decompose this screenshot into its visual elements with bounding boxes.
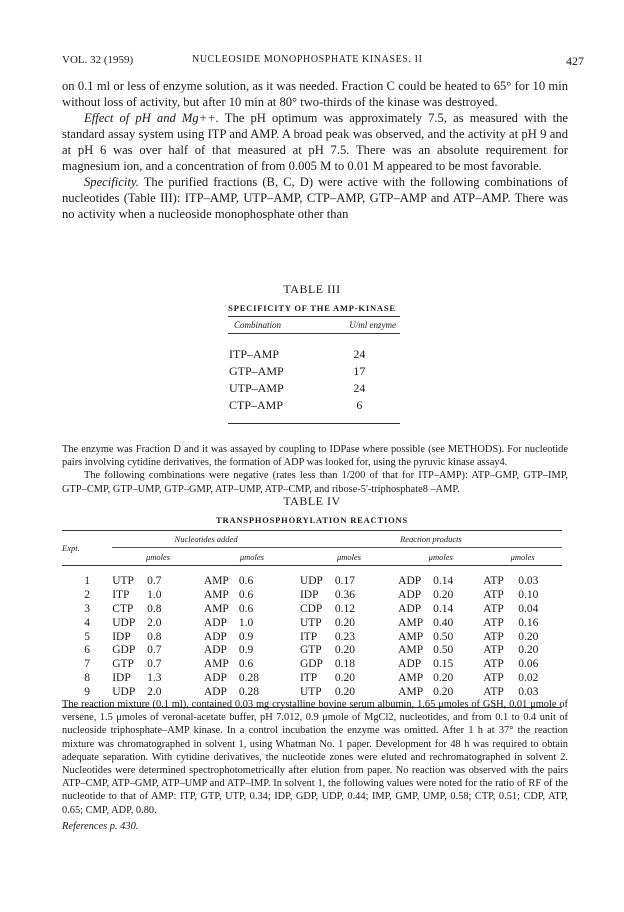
table4-added-amount-2: 0.6: [238, 588, 254, 601]
table4-added-amount-1: 1.3: [147, 672, 162, 685]
table4-product-amount-1: 0.20: [334, 672, 355, 685]
table4-product-3: ATP: [483, 616, 504, 629]
table4-notes: [62, 698, 568, 833]
table4-added-nucleotide-2: ADP: [203, 644, 227, 657]
table4-product-amount-3: 0.03: [518, 574, 539, 587]
table4-title: TRANSPHOSPHORYLATION REACTIONS: [216, 515, 408, 525]
table4-added-amount-2: 0.9: [238, 630, 254, 643]
table4-product-amount-2: 0.20: [433, 686, 454, 699]
table3-caption: [0, 282, 624, 313]
running-title: NUCLEOSIDE MONOPHOSPHATE KINASES. II: [192, 54, 423, 65]
table4-added-amount-1: 2.0: [147, 686, 162, 699]
table4-added-amount-2: 1.0: [238, 616, 254, 629]
table4-product-amount-1: 0.17: [334, 574, 355, 587]
table4-added-amount-1: 2.0: [147, 616, 162, 629]
table3-notes: [62, 443, 568, 496]
table4-expt-number: 7: [84, 658, 90, 671]
table-row: [62, 643, 562, 657]
table3-value: 24: [353, 347, 366, 361]
table4-product-amount-3: 0.20: [518, 630, 539, 643]
table4-group-header: [62, 531, 562, 548]
table4-added-header: Nucleotides added: [174, 534, 238, 544]
table4-product-amount-3: 0.20: [518, 644, 539, 657]
table4-body: [62, 574, 562, 708]
table-row: [62, 616, 562, 630]
table4-added-nucleotide-1: IDP: [112, 672, 131, 685]
table4-label: TABLE IV: [283, 494, 341, 508]
table4-added-amount-1: 1.0: [147, 588, 162, 601]
table3-value: 17: [353, 364, 366, 378]
table4-added-amount-2: 0.28: [238, 686, 259, 699]
table4-expt-number: 2: [84, 588, 90, 601]
table4-product-2: AMP: [398, 644, 424, 657]
paragraph-ph-text: The pH optimum was approximately 7.5, as measured with the standard assay system using ITP and AMP. A broad peak was observed, and the activity at pH 9 and at pH 6 was over half of that measured at pH 7.5. There was an absolute requirement for magnesium ion, and a concentration of from 0.005 M to 0.01 M appeared to be most favorable.: [62, 111, 568, 173]
table3-combo: GTP–AMP: [229, 364, 284, 378]
table4-expt-number: 1: [84, 574, 90, 587]
table4-product-amount-2: 0.50: [433, 644, 454, 657]
table4-product-2: AMP: [398, 672, 424, 685]
table4-product-amount-1: 0.18: [334, 658, 355, 671]
table3-col-combination: Combination: [234, 320, 282, 330]
table4-product-amount-1: 0.36: [334, 588, 355, 601]
table4-added-nucleotide-2: ADP: [203, 672, 227, 685]
table4-product-amount-1: 0.12: [334, 602, 355, 615]
table4-product-3: ATP: [483, 574, 504, 587]
table4: [62, 530, 562, 708]
body-text: [62, 78, 568, 222]
table4-added-amount-1: 0.7: [147, 658, 162, 671]
table4-product-amount-3: 0.10: [518, 588, 539, 601]
table3-value: 6: [356, 398, 363, 412]
table4-added-nucleotide-1: IDP: [112, 630, 131, 643]
table-row: [62, 602, 562, 616]
table4-added-amount-2: 0.28: [238, 672, 259, 685]
paragraph-1: on 0.1 ml or less of enzyme solution, as it was needed. Fraction C could be heated to 65° for 10 min without loss of activity, but after 10 min at 80° two-thirds of the kinase was destroyed.: [62, 79, 568, 109]
paragraph-specificity: [62, 174, 568, 222]
table4-product-amount-2: 0.15: [433, 658, 454, 671]
table4-product-1: GDP: [299, 658, 323, 671]
table3: [228, 316, 400, 426]
table4-product-amount-1: 0.23: [334, 630, 355, 643]
table4-added-nucleotide-2: AMP: [203, 658, 229, 671]
table-row: [62, 685, 562, 699]
table3-header-row: [228, 317, 400, 334]
table4-product-2: ADP: [398, 658, 422, 671]
table3-combo: UTP–AMP: [229, 381, 284, 395]
table4-unit: μmoles: [428, 551, 453, 562]
table4-expt-number: 8: [84, 672, 90, 685]
table4-product-1: IDP: [299, 588, 319, 601]
table4-product-3: ATP: [483, 686, 504, 699]
table4-added-amount-2: 0.6: [238, 658, 254, 671]
table4-product-1: UTP: [299, 616, 322, 629]
table-row: [228, 346, 400, 363]
table4-expt-number: 4: [84, 616, 90, 629]
table4-product-3: ATP: [483, 672, 504, 685]
table4-products-header: Reaction products: [400, 534, 462, 544]
table4-product-2: ADP: [398, 588, 422, 601]
table3-label: TABLE III: [283, 282, 341, 296]
table4-added-nucleotide-1: UTP: [112, 574, 134, 587]
table3-combo: ITP–AMP: [229, 347, 280, 361]
table4-added-nucleotide-1: UDP: [112, 686, 136, 699]
table-row: [62, 574, 562, 588]
table4-added-nucleotide-1: GDP: [112, 644, 136, 657]
paragraph-specificity-heading: Specificity.: [84, 175, 139, 189]
paragraph-ph-heading: Effect of pH and Mg++.: [84, 111, 219, 125]
table4-caption: [0, 494, 624, 525]
table4-product-amount-2: 0.14: [433, 602, 454, 615]
table3-note-2: The following combinations were negative (rates less than 1/200 of that for ITP–AMP): ATP–GMP, GTP–IMP, GTP–CMP, GTP–UMP, GTP–GMP, ATP–UMP, ATP–CMP, and ribose-5'-triphosphate8 –AMP.: [62, 470, 568, 495]
table4-added-nucleotide-2: AMP: [203, 588, 229, 601]
table4-product-2: ADP: [398, 574, 422, 587]
table4-product-amount-1: 0.20: [334, 616, 355, 629]
table4-product-amount-3: 0.04: [518, 602, 539, 615]
table4-added-amount-1: 0.7: [147, 574, 162, 587]
table4-unit: μmoles: [145, 551, 171, 562]
table3-note-1: The enzyme was Fraction D and it was assayed by coupling to IDPase where possible (see METHODS). For nucleotide pairs involving cytidine derivatives, the formation of ADP was looked for, using the pyruvic kinase assay4.: [62, 444, 568, 469]
table4-product-1: UTP: [299, 686, 322, 699]
table-row: [62, 588, 562, 602]
table4-added-nucleotide-2: ADP: [203, 686, 227, 699]
table4-added-amount-2: 0.6: [238, 574, 254, 587]
table4-note: The reaction mixture (0.1 ml), contained 0.03 mg crystalline bovine serum albumin, 1.65 μmoles of GSH, 0.01 μmole of versene, 1.5 μmoles of veronal-acetate buffer, pH 7.012, 0.9 μmole of MgCl2, nucleotides, and from 0.1 to 0.4 unit of nucleoside triphosphate–AMP kinase. In a control incubation the enzyme was omitted. After 1 h at 37° the reaction mixture was chromatographed in solvent 1, using Whatman No. 1 paper. Development for 48 h was required to obtain adequate separation. With cytidine derivatives, the nucleotide zones were eluted and rechromatographed in solvent 2. Nucleotides were determined spectrophotometrically after elution from paper. No reaction was observed with the pairs ATP–CMP, ATP–GMP, ATP–UMP and ATP–IMP. In solvent 1, the following values were noted for the ratio of RF of the nucleotide to that of AMP: ITP, GTP, UTP, 0.34; IDP, GDP, UDP, 0.44; IMP, GMP, UMP, 0.58; CTP, 0.51; CDP, ATP, 0.65; CMP, ADP, 0.80.: [62, 699, 568, 816]
table4-product-amount-2: 0.40: [433, 616, 454, 629]
table4-added-nucleotide-2: AMP: [203, 574, 229, 587]
table3-title: SPECIFICITY OF THE AMP-KINASE: [228, 303, 396, 313]
table-row: [228, 380, 400, 397]
page-number: 427: [566, 54, 584, 68]
table4-added-amount-2: 0.9: [238, 644, 254, 657]
table4-unit: μmoles: [510, 551, 535, 562]
table4-product-amount-3: 0.06: [518, 658, 539, 671]
table4-added-nucleotide-1: UDP: [112, 616, 136, 629]
table4-product-2: ADP: [398, 602, 422, 615]
table4-product-amount-2: 0.14: [433, 574, 454, 587]
paragraph-ph: [62, 110, 568, 174]
table4-product-1: UDP: [299, 574, 323, 587]
table4-unit: μmoles: [239, 551, 264, 562]
table4-product-2: AMP: [398, 630, 424, 643]
table4-added-nucleotide-1: CTP: [112, 602, 134, 615]
table-row: [228, 397, 400, 414]
table4-product-1: ITP: [299, 672, 318, 685]
table4-unit: μmoles: [337, 551, 362, 562]
table4-product-amount-3: 0.16: [518, 616, 539, 629]
table3-value: 24: [353, 381, 366, 395]
table4-expt-number: 9: [84, 686, 90, 699]
table4-expt-number: 5: [84, 630, 90, 643]
table-row: [62, 657, 562, 671]
table4-added-amount-2: 0.6: [238, 602, 254, 615]
table4-product-1: GTP: [299, 644, 322, 657]
table4-expt-number: 3: [84, 602, 90, 615]
table-row: [228, 363, 400, 380]
table4-unit-header: [62, 548, 562, 566]
table4-product-1: ITP: [299, 630, 318, 643]
references-note: References p. 430.: [62, 820, 139, 832]
table4-expt-header: Expt.: [62, 543, 80, 553]
table4-product-amount-2: 0.50: [433, 630, 454, 643]
table4-product-amount-2: 0.20: [433, 672, 454, 685]
table4-product-2: AMP: [398, 686, 424, 699]
table4-product-amount-1: 0.20: [334, 644, 355, 657]
table4-expt-number: 6: [84, 644, 90, 657]
table4-product-3: ATP: [483, 644, 504, 657]
table4-product-3: ATP: [483, 602, 504, 615]
table4-added-nucleotide-1: ITP: [112, 588, 130, 601]
table4-product-3: ATP: [483, 630, 504, 643]
table4-product-amount-2: 0.20: [433, 588, 454, 601]
table4-added-nucleotide-2: AMP: [203, 602, 229, 615]
table4-added-nucleotide-2: ADP: [203, 630, 227, 643]
table4-added-nucleotide-1: GTP: [112, 658, 134, 671]
table-row: [62, 630, 562, 644]
table4-product-2: AMP: [398, 616, 424, 629]
paragraph-specificity-text: The purified fractions (B, C, D) were active with the following combinations of nucleotides (Table III): ITP–AMP, UTP–AMP, CTP–AMP, GTP–AMP and ATP–AMP. There was no activity when a nucleoside monophosphate other than: [62, 175, 568, 221]
table4-product-3: ATP: [483, 588, 504, 601]
volume-info: VOL. 32 (1959): [62, 54, 134, 66]
table4-added-amount-1: 0.8: [147, 602, 162, 615]
table3-combo: CTP–AMP: [229, 398, 284, 412]
table4-added-nucleotide-2: ADP: [203, 616, 227, 629]
table4-added-amount-1: 0.8: [147, 630, 162, 643]
table4-added-amount-1: 0.7: [147, 644, 162, 657]
table4-product-amount-3: 0.03: [518, 686, 539, 699]
table4-product-amount-3: 0.02: [518, 672, 539, 685]
table3-col-units: U/ml enzyme: [349, 320, 396, 330]
table4-product-3: ATP: [483, 658, 504, 671]
table4-product-1: CDP: [299, 602, 323, 615]
table4-product-amount-1: 0.20: [334, 686, 355, 699]
table-row: [62, 671, 562, 685]
